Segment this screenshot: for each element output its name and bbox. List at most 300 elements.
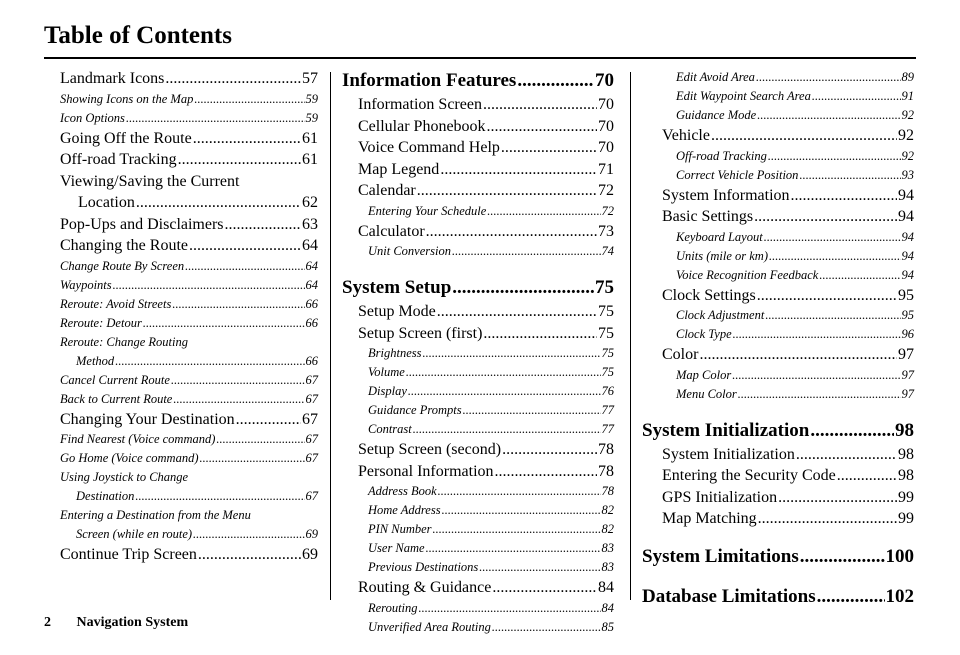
toc-entry[interactable] <box>60 235 318 257</box>
toc-page-number: 78 <box>598 441 614 458</box>
toc-entry-title: Pop-Ups and Disclaimers <box>60 215 224 233</box>
toc-entry-title: System Setup <box>342 277 452 298</box>
dot-leader <box>699 344 897 366</box>
toc-entry-title: Vehicle <box>662 127 710 144</box>
dot-leader <box>487 116 597 138</box>
toc-entry-title: Clock Settings <box>662 286 756 304</box>
toc-page-number: 57 <box>302 70 318 87</box>
dot-leader <box>143 314 305 333</box>
dot-leader <box>426 539 601 558</box>
toc-entry[interactable] <box>642 465 914 487</box>
dot-leader <box>452 275 594 301</box>
dot-leader <box>115 352 304 371</box>
dot-leader <box>113 276 305 295</box>
dot-leader <box>492 618 601 637</box>
page-footer <box>44 615 188 631</box>
toc-entry-title: PIN Number <box>368 522 432 536</box>
dot-leader <box>501 137 597 159</box>
toc-page-number: 97 <box>901 367 914 382</box>
toc-entry-title: Cancel Current Route <box>60 372 170 387</box>
toc-entry-title: Method <box>76 353 115 368</box>
toc-entry-title: Previous Destinations <box>368 560 479 574</box>
dot-leader <box>487 202 600 221</box>
dot-leader <box>800 544 885 570</box>
toc-entry[interactable] <box>60 214 318 236</box>
toc-entry[interactable] <box>642 87 914 106</box>
toc-entry[interactable] <box>642 266 914 285</box>
toc-entry-title: Volume <box>368 365 405 379</box>
dot-leader <box>172 295 304 314</box>
toc-page-number: 78 <box>601 484 614 498</box>
toc-entry-title: Menu Color <box>676 386 737 401</box>
dot-leader <box>754 206 897 228</box>
toc-entry-title: Unit Conversion <box>368 244 451 258</box>
toc-page-number: 96 <box>901 327 914 341</box>
toc-entry-title: Change Route By Screen <box>60 258 185 273</box>
toc-entry-title: System Initialization <box>642 419 810 441</box>
toc-page-number: 75 <box>595 277 614 298</box>
toc-entry-title: Entering the Security Code <box>662 467 836 484</box>
toc-page-number: 67 <box>305 372 318 387</box>
toc-page-number: 97 <box>898 346 914 363</box>
toc-page-number: 59 <box>305 110 318 125</box>
toc-entry[interactable] <box>60 314 318 333</box>
toc-entry-title: Contrast <box>368 422 412 436</box>
toc-entry-title: Clock Adjustment <box>676 308 765 322</box>
toc-page-number: 98 <box>898 467 914 484</box>
toc-page-number: 93 <box>901 167 914 182</box>
toc-entry[interactable] <box>60 192 318 214</box>
toc-entry[interactable] <box>642 366 914 385</box>
toc-entry-title: Destination <box>76 489 135 503</box>
toc-entry-title: Edit Avoid Area <box>676 70 755 84</box>
dot-leader <box>778 487 897 509</box>
toc-entry-title: Viewing/Saving the Current <box>60 172 240 190</box>
toc-entry[interactable] <box>342 344 614 363</box>
toc-page-number: 64 <box>305 258 318 273</box>
toc-page-number: 94 <box>898 186 914 204</box>
dot-leader <box>194 90 304 109</box>
toc-entry[interactable] <box>342 116 614 138</box>
toc-entry[interactable] <box>60 276 318 295</box>
toc-page-number: 75 <box>601 365 614 379</box>
toc-entry[interactable] <box>60 409 318 431</box>
toc-page-number: 84 <box>598 579 614 596</box>
toc-column-2 <box>342 68 614 637</box>
dot-leader <box>812 87 901 106</box>
toc-page-number: 97 <box>901 386 914 401</box>
dot-leader <box>136 192 301 214</box>
dot-leader <box>483 94 597 116</box>
toc-entry-title: Map Color <box>676 367 732 382</box>
toc-entry-title: Basic Settings <box>662 208 754 225</box>
toc-entry-title: Color <box>662 346 699 363</box>
toc-page-number: 85 <box>601 619 614 634</box>
toc-column-1 <box>60 68 318 566</box>
dot-leader <box>193 128 301 150</box>
toc-column-3 <box>642 68 914 610</box>
dot-leader <box>495 461 597 483</box>
toc-page-number: 89 <box>901 70 914 84</box>
dot-leader <box>765 306 900 325</box>
toc-entry-title: Screen (while en route) <box>76 527 193 541</box>
toc-page-number: 94 <box>898 208 914 225</box>
toc-page-number: 67 <box>302 410 318 428</box>
toc-page-number: 70 <box>595 70 614 91</box>
toc-entry-title: Back to Current Route <box>60 391 173 406</box>
toc-page-number: 92 <box>901 108 914 122</box>
dot-leader <box>417 180 597 202</box>
dot-leader <box>733 325 901 344</box>
dot-leader <box>463 401 601 420</box>
toc-entry[interactable] <box>342 482 614 501</box>
dot-leader <box>442 501 601 520</box>
toc-entry[interactable] <box>60 90 318 109</box>
toc-entry-title: Information Features <box>342 70 517 91</box>
toc-entry[interactable] <box>342 501 614 520</box>
dot-leader <box>189 235 301 257</box>
toc-entry-title: Reroute: Avoid Streets <box>60 296 172 311</box>
toc-entry[interactable] <box>342 242 614 261</box>
dot-leader <box>135 487 304 506</box>
toc-entry-title: Entering Your Schedule <box>368 203 487 218</box>
toc-entry[interactable] <box>642 418 914 444</box>
toc-page-number: 66 <box>305 315 318 330</box>
toc-page-number: 73 <box>598 222 614 240</box>
dot-leader <box>738 385 901 404</box>
toc-entry[interactable] <box>60 109 318 128</box>
toc-entry[interactable] <box>342 520 614 539</box>
toc-entry[interactable] <box>342 94 614 116</box>
toc-entry-title: Setup Mode <box>358 303 436 320</box>
dot-leader <box>178 149 301 171</box>
toc-entry-title: Brightness <box>368 346 422 360</box>
toc-entry-title: Rerouting <box>368 600 418 615</box>
dot-leader <box>422 344 600 363</box>
toc-entry-title: Routing & Guidance <box>358 579 492 596</box>
dot-leader <box>796 444 897 466</box>
toc-entry[interactable] <box>642 285 914 307</box>
toc-page-number: 83 <box>601 560 614 574</box>
toc-entry[interactable] <box>342 275 614 301</box>
toc-entry-title: Changing Your Destination <box>60 410 235 428</box>
dot-leader <box>406 363 601 382</box>
toc-page-number: 100 <box>885 545 914 567</box>
column-divider-2 <box>630 72 631 600</box>
toc-entry[interactable] <box>642 584 914 610</box>
toc-page-number: 92 <box>901 148 914 163</box>
title-rule <box>44 57 916 59</box>
toc-page-number: 77 <box>601 422 614 436</box>
toc-entry-title: Cellular Phonebook <box>358 117 486 135</box>
toc-entry[interactable] <box>342 202 614 221</box>
toc-entry-title: Icon Options <box>60 110 125 125</box>
page-title: Table of Contents <box>44 22 232 49</box>
toc-entry[interactable] <box>342 401 614 420</box>
toc-entry-title: Voice Command Help <box>358 139 500 156</box>
toc-entry-title: Personal Information <box>358 462 494 480</box>
toc-entry-title: Continue Trip Screen <box>60 546 197 563</box>
dot-leader <box>483 323 597 345</box>
toc-entry[interactable] <box>60 390 318 409</box>
toc-entry-title: Guidance Mode <box>676 108 757 122</box>
toc-entry-title: Showing Icons on the Map <box>60 91 194 106</box>
column-divider-1 <box>330 72 331 600</box>
dot-leader <box>791 185 897 207</box>
toc-page-number: 69 <box>305 527 318 541</box>
toc-entry[interactable] <box>60 430 318 449</box>
toc-entry[interactable] <box>342 558 614 577</box>
toc-page-number: 66 <box>305 353 318 368</box>
toc-entry[interactable] <box>342 159 614 181</box>
toc-entry-title: Map Legend <box>358 160 440 178</box>
toc-entry-title: Information Screen <box>358 96 482 113</box>
toc-entry-title: Calendar <box>358 182 416 199</box>
toc-entry[interactable] <box>60 487 318 506</box>
toc-page-number: 75 <box>601 346 614 360</box>
dot-leader <box>426 221 597 243</box>
dot-leader <box>171 371 305 390</box>
dot-leader <box>757 106 900 125</box>
toc-entry[interactable] <box>342 221 614 243</box>
toc-page-number: 82 <box>601 522 614 536</box>
toc-page-number: 74 <box>601 244 614 258</box>
toc-entry-title: Find Nearest (Voice command) <box>60 432 216 446</box>
toc-entry[interactable] <box>642 206 914 228</box>
dot-leader <box>768 147 901 166</box>
toc-page-number: 72 <box>598 182 614 199</box>
toc-entry[interactable] <box>642 385 914 404</box>
toc-page-number: 77 <box>601 403 614 417</box>
toc-page-number: 94 <box>901 248 914 263</box>
toc-entry[interactable] <box>342 577 614 599</box>
toc-entry[interactable] <box>642 147 914 166</box>
dot-leader <box>200 449 305 468</box>
toc-entry[interactable] <box>642 106 914 125</box>
toc-entry[interactable] <box>60 449 318 468</box>
dot-leader <box>732 366 900 385</box>
toc-page-number: 95 <box>901 308 914 322</box>
dot-leader <box>810 418 894 444</box>
toc-page-number: 98 <box>898 445 914 463</box>
toc-page-number: 102 <box>885 585 914 607</box>
toc-entry-title: Edit Waypoint Search Area <box>676 89 811 103</box>
dot-leader <box>799 166 900 185</box>
toc-page-number: 82 <box>601 503 614 517</box>
toc-entry-title: System Initialization <box>662 445 795 463</box>
toc-entry-title: GPS Initialization <box>662 488 778 506</box>
dot-leader <box>757 285 897 307</box>
toc-page-number: 69 <box>302 546 318 563</box>
toc-page-number: 70 <box>598 96 614 113</box>
toc-entry-title: Setup Screen (first) <box>358 324 483 342</box>
toc-page-number: 71 <box>598 160 614 178</box>
toc-entry[interactable] <box>342 68 614 94</box>
toc-entry[interactable] <box>642 68 914 87</box>
toc-page-number: 98 <box>895 419 914 441</box>
toc-entry[interactable] <box>642 228 914 247</box>
dot-leader <box>492 577 597 599</box>
toc-page-number: 67 <box>305 451 318 465</box>
toc-page-number: 99 <box>898 488 914 506</box>
footer-label: Navigation System <box>76 615 189 630</box>
toc-entry-title: Go Home (Voice command) <box>60 451 199 465</box>
toc-entry[interactable] <box>642 125 914 147</box>
toc-entry[interactable] <box>642 444 914 466</box>
toc-page-number: 70 <box>598 117 614 135</box>
toc-page-number: 62 <box>302 194 318 211</box>
toc-page-number: 66 <box>305 296 318 311</box>
toc-entry-title: User Name <box>368 541 425 555</box>
dot-leader <box>193 525 304 544</box>
toc-page-number: 70 <box>598 139 614 156</box>
toc-entry[interactable] <box>642 306 914 325</box>
toc-entry-title: Off-road Tracking <box>676 148 767 163</box>
toc-entry-title: Using Joystick to Change <box>60 470 189 484</box>
dot-leader <box>819 266 900 285</box>
toc-entry-title: Unverified Area Routing <box>368 619 491 634</box>
toc-entry-title: Location <box>78 194 135 211</box>
toc-page-number: 91 <box>901 89 914 103</box>
toc-page-number: 67 <box>305 391 318 406</box>
dot-leader <box>433 520 601 539</box>
toc-page-number: 95 <box>898 286 914 304</box>
toc-entry-title: Entering a Destination from the Menu <box>60 508 251 522</box>
toc-entry[interactable] <box>342 420 614 439</box>
toc-page-number: 99 <box>898 510 914 527</box>
dot-leader <box>452 242 601 261</box>
dot-leader <box>764 228 901 247</box>
toc-entry-title: Landmark Icons <box>60 70 165 87</box>
toc-entry-title: Correct Vehicle Position <box>676 167 799 182</box>
toc-page-number: 67 <box>305 489 318 503</box>
toc-page-number: 94 <box>901 229 914 244</box>
toc-page-number: 75 <box>598 303 614 320</box>
toc-entry-title: Map Matching <box>662 510 757 527</box>
dot-leader <box>438 482 601 501</box>
dot-leader <box>216 430 304 449</box>
toc-page-number: 78 <box>598 462 614 480</box>
toc-entry[interactable] <box>60 544 318 566</box>
toc-entry-title: Calculator <box>358 222 425 240</box>
toc-entry[interactable] <box>342 382 614 401</box>
footer-page-number: 2 <box>44 615 51 630</box>
toc-page-number: 75 <box>598 324 614 342</box>
toc-page-number: 67 <box>305 432 318 446</box>
toc-page-number: 76 <box>601 384 614 398</box>
toc-entry[interactable] <box>642 344 914 366</box>
toc-entry[interactable] <box>60 68 318 90</box>
dot-leader <box>408 382 601 401</box>
toc-entry-title: Voice Recognition Feedback <box>676 267 819 282</box>
dot-leader <box>165 68 301 90</box>
dot-leader <box>173 390 304 409</box>
dot-leader <box>236 409 301 431</box>
dot-leader <box>185 257 304 276</box>
toc-page-number: 64 <box>305 277 318 292</box>
toc-entry-title: Address Book <box>368 484 437 498</box>
toc-entry[interactable] <box>60 371 318 390</box>
dot-leader <box>419 599 601 618</box>
toc-entry[interactable] <box>642 185 914 207</box>
toc-entry[interactable] <box>342 180 614 202</box>
toc-entry[interactable] <box>642 544 914 570</box>
dot-leader <box>817 584 885 610</box>
toc-entry[interactable] <box>642 325 914 344</box>
toc-entry-title: Keyboard Layout <box>676 229 763 244</box>
toc-entry[interactable] <box>342 301 614 323</box>
dot-leader <box>126 109 305 128</box>
dot-leader <box>225 214 301 236</box>
toc-page-number: 64 <box>302 237 318 254</box>
toc-entry[interactable] <box>342 323 614 345</box>
toc-entry-title: Display <box>368 384 407 398</box>
dot-leader <box>479 558 600 577</box>
dot-leader <box>413 420 601 439</box>
dot-leader <box>437 301 597 323</box>
toc-page-number: 83 <box>601 541 614 555</box>
toc-entry[interactable] <box>642 508 914 530</box>
dot-leader <box>756 68 901 87</box>
toc-entry[interactable] <box>642 487 914 509</box>
toc-entry-title: Home Address <box>368 503 441 517</box>
toc-entry-title: Units (mile or km) <box>676 248 768 263</box>
toc-page-number: 59 <box>305 91 318 106</box>
toc-page-number: 61 <box>302 129 318 147</box>
toc-entry[interactable] <box>342 137 614 159</box>
toc-entry-title: Reroute: Detour <box>60 315 142 330</box>
toc-entry-title: Off-road Tracking <box>60 151 177 168</box>
toc-entry[interactable] <box>342 599 614 618</box>
toc-entry-title: Database Limitations <box>642 585 816 607</box>
toc-entry[interactable] <box>60 128 318 150</box>
toc-entry[interactable] <box>342 363 614 382</box>
toc-entry[interactable] <box>60 352 318 371</box>
toc-entry-title: Waypoints <box>60 277 112 292</box>
toc-entry-title: Setup Screen (second) <box>358 441 502 458</box>
toc-entry[interactable] <box>342 618 614 637</box>
dot-leader <box>502 439 597 461</box>
toc-entry[interactable] <box>642 247 914 266</box>
toc-page-number: 84 <box>601 600 614 615</box>
toc-page-number: 63 <box>302 215 318 233</box>
toc-entry[interactable] <box>60 525 318 544</box>
dot-leader <box>711 125 897 147</box>
toc-entry-title: Going Off the Route <box>60 129 192 147</box>
toc-entry-title: System Information <box>662 186 790 204</box>
toc-entry[interactable] <box>642 166 914 185</box>
toc-entry[interactable] <box>342 461 614 483</box>
dot-leader <box>837 465 897 487</box>
toc-entry-title: Changing the Route <box>60 237 188 254</box>
toc-entry[interactable] <box>342 439 614 461</box>
toc-entry[interactable] <box>60 295 318 314</box>
dot-leader <box>517 68 594 94</box>
toc-page-number: 72 <box>601 203 614 218</box>
toc-entry[interactable] <box>342 539 614 558</box>
dot-leader <box>758 508 897 530</box>
toc-page-number: 61 <box>302 151 318 168</box>
dot-leader <box>198 544 301 566</box>
toc-entry-title: Clock Type <box>676 327 732 341</box>
dot-leader <box>769 247 901 266</box>
toc-entry-title: System Limitations <box>642 545 799 567</box>
toc-entry[interactable] <box>60 149 318 171</box>
toc-page-number: 94 <box>901 267 914 282</box>
toc-page-number: 92 <box>898 127 914 144</box>
toc-entry-title: Guidance Prompts <box>368 403 462 417</box>
toc-entry[interactable] <box>60 257 318 276</box>
